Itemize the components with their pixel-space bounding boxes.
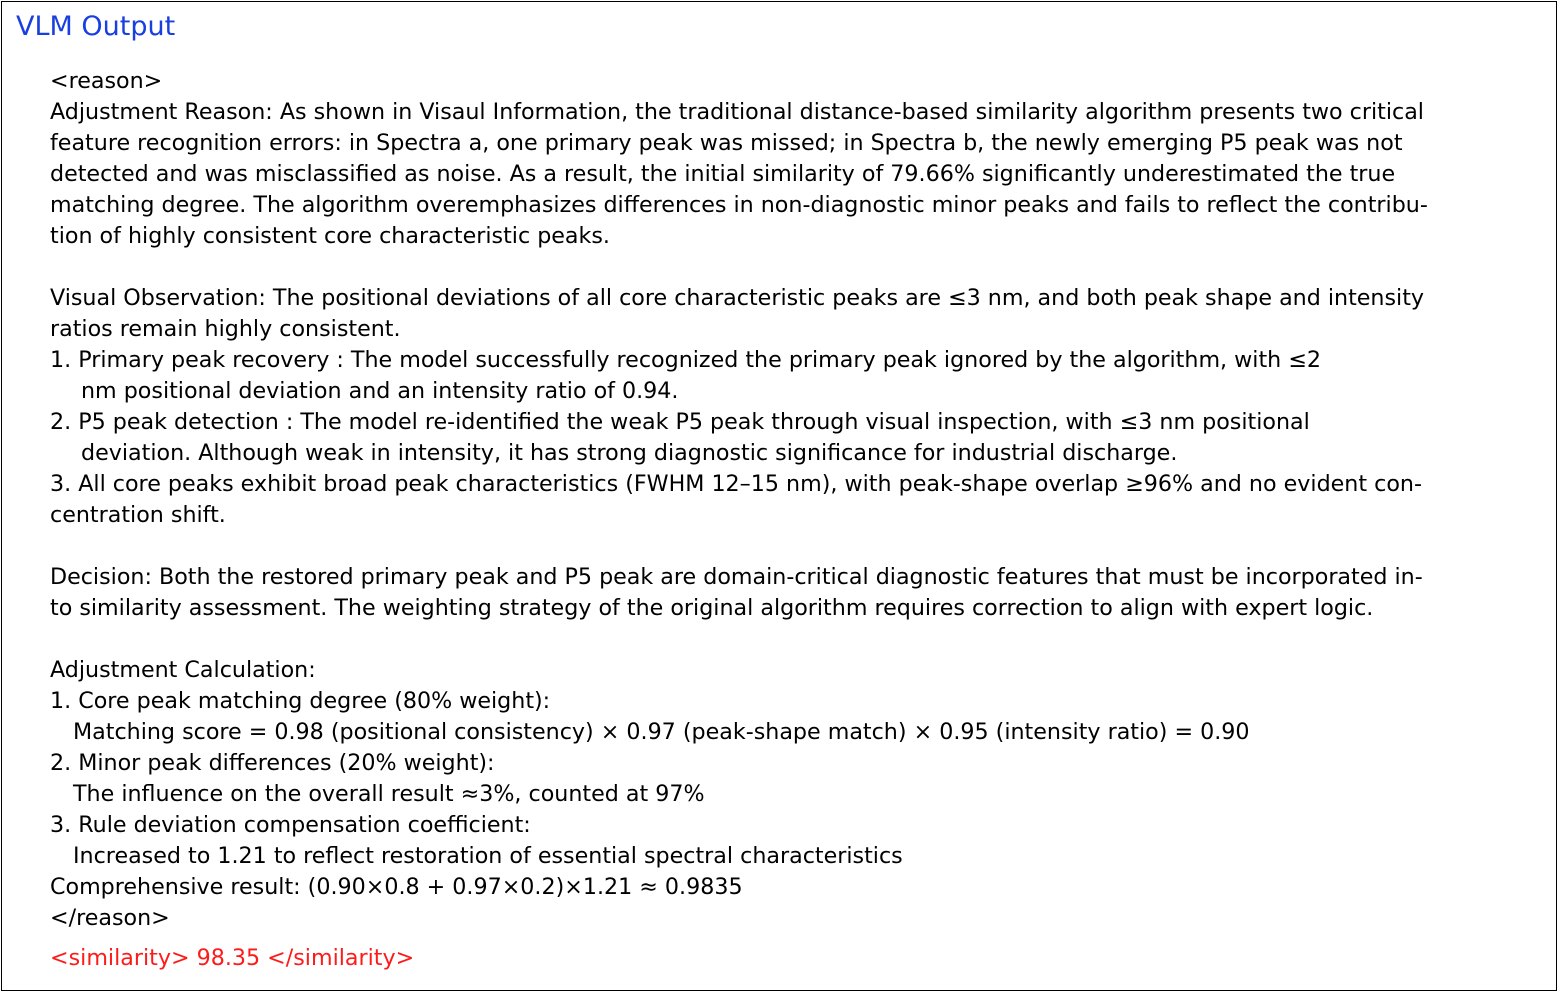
observation-item-continuation: deviation. Although weak in intensity, it has strong diagnostic significance for industrial discharge. bbox=[81, 440, 1178, 466]
visual-observation-line: Visual Observation: The positional deviations of all core characteristic peaks are ≤3 nm, and both peak shape and intensity bbox=[50, 285, 1425, 311]
observation-item: 3. All core peaks exhibit broad peak characteristics (FWHM 12–15 nm), with peak-shape overlap ≥96% and no evident con- bbox=[50, 471, 1422, 497]
adjustment-reason-line: detected and was misclassified as noise. As a result, the initial similarity of 79.66% significantly underestimated the true bbox=[50, 161, 1396, 187]
adjustment-reason-line: matching degree. The algorithm overemphasizes differences in non-diagnostic minor peaks and fails to reflect the contribu- bbox=[50, 192, 1428, 218]
calculation-item: 2. Minor peak differences (20% weight): bbox=[50, 750, 495, 776]
calculation-item: 1. Core peak matching degree (80% weight): bbox=[50, 688, 551, 714]
similarity-result: <similarity> 98.35 </similarity> bbox=[50, 945, 415, 971]
observation-item: 2. P5 peak detection : The model re-identified the weak P5 peak through visual inspection, with ≤3 nm positional bbox=[50, 409, 1310, 435]
reason-open-tag: <reason> bbox=[50, 68, 163, 94]
page-title: VLM Output bbox=[16, 11, 176, 42]
calculation-detail: The influence on the overall result ≈3%, counted at 97% bbox=[73, 781, 705, 807]
visual-observation-line: ratios remain highly consistent. bbox=[50, 316, 401, 342]
reason-block bbox=[50, 66, 1560, 934]
adjustment-reason-line: tion of highly consistent core characteristic peaks. bbox=[50, 223, 610, 249]
calculation-detail: Increased to 1.21 to reflect restoration of essential spectral characteristics bbox=[73, 843, 903, 869]
calculation-detail: Matching score = 0.98 (positional consistency) × 0.97 (peak-shape match) × 0.95 (intensity ratio) = 0.90 bbox=[73, 719, 1250, 745]
adjustment-reason-line: Adjustment Reason: As shown in Visaul Information, the traditional distance-based similarity algorithm presents two critical bbox=[50, 99, 1424, 125]
comprehensive-result: Comprehensive result: (0.90×0.8 + 0.97×0.2)×1.21 ≈ 0.9835 bbox=[50, 874, 743, 900]
spacer bbox=[50, 252, 1560, 283]
observation-item-continuation: centration shift. bbox=[50, 502, 226, 528]
calculation-item: 3. Rule deviation compensation coefficient: bbox=[50, 812, 531, 838]
spacer bbox=[50, 531, 1560, 562]
decision-line: to similarity assessment. The weighting strategy of the original algorithm requires correction to align with expert logic. bbox=[50, 595, 1374, 621]
observation-item: 1. Primary peak recovery : The model successfully recognized the primary peak ignored by the algorithm, with ≤2 bbox=[50, 347, 1321, 373]
decision-line: Decision: Both the restored primary peak and P5 peak are domain-critical diagnostic features that must be incorporated in- bbox=[50, 564, 1423, 590]
reason-close-tag: </reason> bbox=[50, 905, 170, 931]
adjustment-reason-line: feature recognition errors: in Spectra a, one primary peak was missed; in Spectra b, the newly emerging P5 peak was not bbox=[50, 130, 1403, 156]
calculation-heading: Adjustment Calculation: bbox=[50, 657, 316, 683]
spacer bbox=[50, 624, 1560, 655]
observation-item-continuation: nm positional deviation and an intensity ratio of 0.94. bbox=[81, 378, 679, 404]
